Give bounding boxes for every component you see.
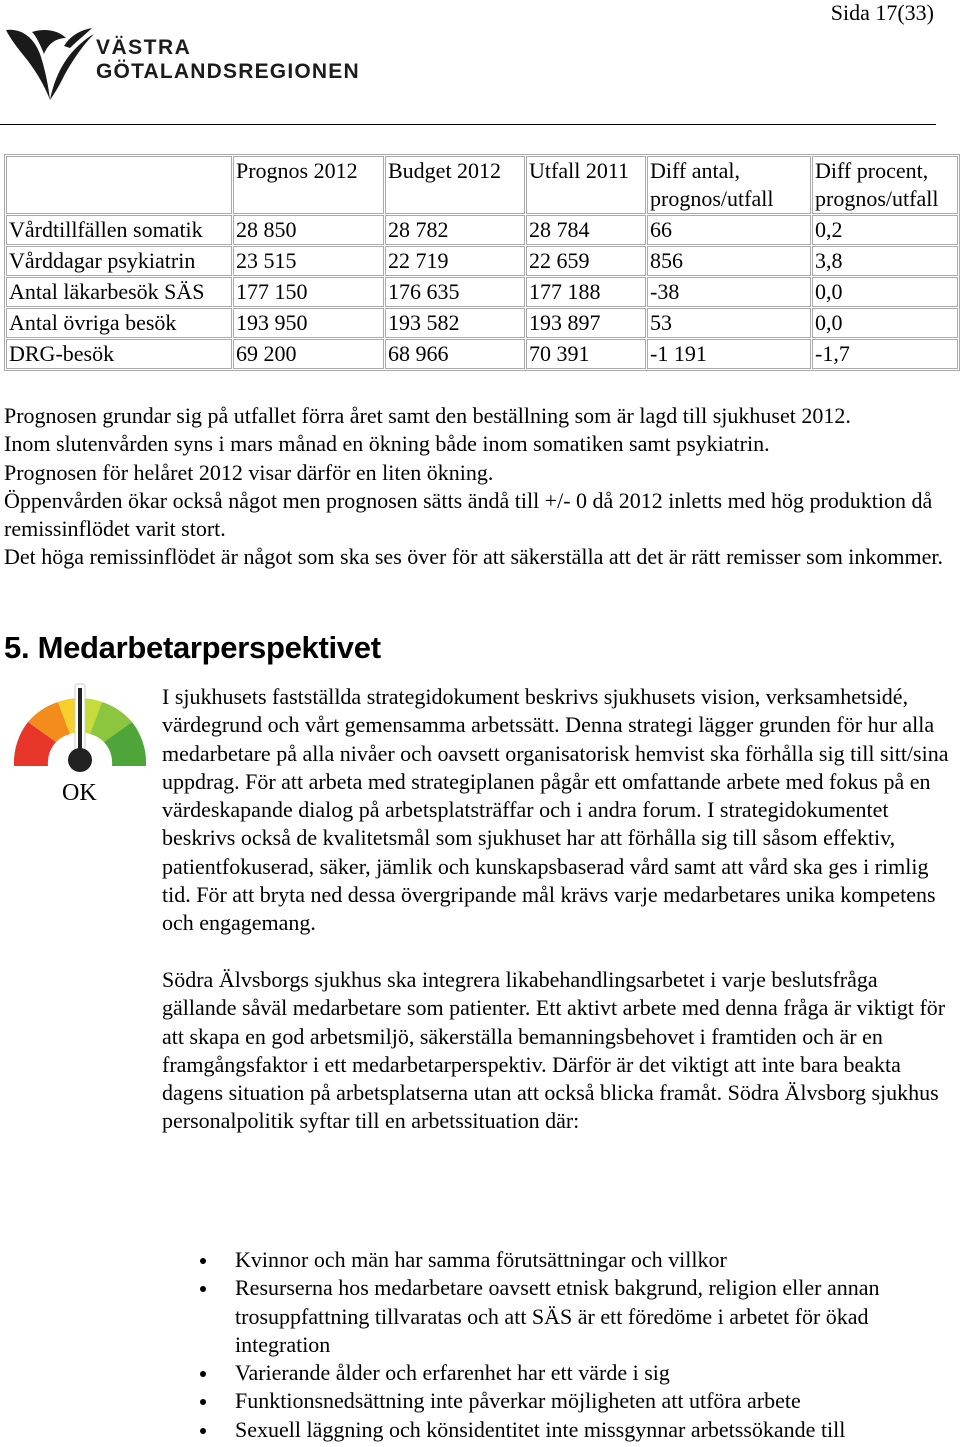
table-cell: 22 659	[526, 246, 646, 276]
table-cell: 0,0	[812, 277, 958, 307]
list-item: Funktionsnedsättning inte påverkar möjligheten att utföra arbete	[162, 1387, 942, 1415]
row-label: Vårddagar psykiatrin	[6, 246, 232, 276]
table-cell: 177 188	[526, 277, 646, 307]
header-divider	[0, 124, 936, 125]
list-item: Kvinnor och män har samma förutsättningar och villkor	[162, 1246, 942, 1274]
table-cell: -38	[647, 277, 811, 307]
table-cell: 69 200	[233, 339, 384, 369]
list-item: Varierande ålder och erfarenhet har ett värde i sig	[162, 1359, 942, 1387]
table-cell: 22 719	[385, 246, 525, 276]
paragraph: Prognosen grundar sig på utfallet förra året samt den beställning som är lagd till sjukhuset 2012.	[4, 403, 851, 428]
table-cell: 68 966	[385, 339, 525, 369]
paragraph: Prognosen för helåret 2012 visar därför en liten ökning.	[4, 459, 494, 485]
table-header-cell: Diff antal, prognos/utfall	[647, 156, 811, 214]
paragraph: Inom slutenvården syns i mars månad en ökning både inom somatiken samt psykiatrin.	[4, 431, 770, 457]
table-header-cell: Diff procent, prognos/utfall	[812, 156, 958, 214]
table-cell: 193 582	[385, 308, 525, 338]
table-cell: 28 850	[233, 215, 384, 245]
paragraph: Södra Älvsborgs sjukhus ska integrera likabehandlingsarbetet i varje beslutsfråga gällande såväl medarbetare som patienter. Ett aktivt arbete med denna fråga är viktigt för att skapa en god arbetsmiljö, säkerställa bemanningsbehovet i framtiden och är en framgångsfaktor i ett medarbetarperspektiv. Därför är det viktigt att inte bara beakta dagens situation på arbetsplatserna utan att också blicka framåt. Södra Älvsborg sjukhus personalpolitik syftar till en arbetssituation där:	[162, 966, 946, 1134]
table-cell: 66	[647, 215, 811, 245]
table-cell: 23 515	[233, 246, 384, 276]
logo-text-line1: VÄSTRA	[96, 36, 192, 59]
table-cell: 28 782	[385, 215, 525, 245]
table-header-row	[6, 156, 958, 214]
table-header-cell: Utfall 2011	[526, 156, 646, 214]
policy-bullet-list	[162, 1246, 942, 1444]
table-row	[6, 277, 958, 307]
row-label: Antal läkarbesök SÄS	[6, 277, 232, 307]
table-row	[6, 308, 958, 338]
paragraph: Öppenvården ökar också något men prognosen sätts ändå till +/- 0 då 2012 inletts med hög produktion då remissinflödet varit stort.	[4, 487, 933, 542]
section-heading: 5. Medarbetarperspektivet	[4, 630, 381, 665]
forecast-table	[4, 154, 960, 371]
table-cell: 193 897	[526, 308, 646, 338]
vgr-logo-mark	[4, 24, 94, 104]
table-cell: 0,0	[812, 308, 958, 338]
table-cell: -1,7	[812, 339, 958, 369]
table-cell: 193 950	[233, 308, 384, 338]
table-cell: 176 635	[385, 277, 525, 307]
table-row	[6, 246, 958, 276]
table-cell: 70 391	[526, 339, 646, 369]
table-cell: 28 784	[526, 215, 646, 245]
row-label: DRG-besök	[6, 339, 232, 369]
list-item: Sexuell läggning och könsidentitet inte missgynnar arbetssökande till	[162, 1416, 942, 1444]
section-body	[162, 683, 952, 1164]
page-number: Sida 17(33)	[830, 0, 934, 25]
table-row	[6, 215, 958, 245]
row-label: Antal övriga besök	[6, 308, 232, 338]
table-cell: 0,2	[812, 215, 958, 245]
paragraph: I sjukhusets fastställda strategidokument beskrivs sjukhusets vision, verksamhetsidé, värdegrund och vårt gemensamma arbetssätt. Denna strategi lägger grunden för hur alla medarbetare på alla nivåer och oavsett organisatorisk hemvist ska förhålla sig till sitt/sina uppdrag. För att arbeta med strategiplanen pågår ett omfattande arbete med fokus på en värdeskapande dialog på arbetsplatsträffar och i andra forum. I strategidokumentet beskrivs också de kvalitetsmål som sjukhuset har att förhålla sig till såsom effektiv, patientfokuserad, säker, jämlik och kunskapsbaserad vård samt att vård ska ges i rimlig tid. För att bryta ned dessa övergripande mål krävs varje medarbetares unika kompetens och engagemang.	[162, 684, 949, 936]
table-cell: 3,8	[812, 246, 958, 276]
gauge-status-label: OK	[62, 780, 97, 806]
table-cell: -1 191	[647, 339, 811, 369]
paragraph: Det höga remissinflödet är något som ska ses över för att säkerställa att det är rätt remisser som inkommer.	[4, 544, 944, 570]
table-row	[6, 339, 958, 369]
logo-text-line2: GÖTALANDSREGIONEN	[96, 60, 360, 83]
vgr-logo	[4, 24, 384, 104]
gauge-icon	[8, 680, 152, 780]
table-header-cell: Prognos 2012	[233, 156, 384, 214]
table-header-cell: Budget 2012	[385, 156, 525, 214]
list-item: Resurserna hos medarbetare oavsett etnisk bakgrund, religion eller annan trosuppfattning tillvaratas och att SÄS är ett föredöme i arbetet för ökad integration	[162, 1274, 942, 1359]
table-cell: 53	[647, 308, 811, 338]
forecast-commentary	[4, 402, 960, 572]
row-label: Vårdtillfällen somatik	[6, 215, 232, 245]
table-cell: 177 150	[233, 277, 384, 307]
table-cell: 856	[647, 246, 811, 276]
table-header-cell	[6, 156, 232, 214]
